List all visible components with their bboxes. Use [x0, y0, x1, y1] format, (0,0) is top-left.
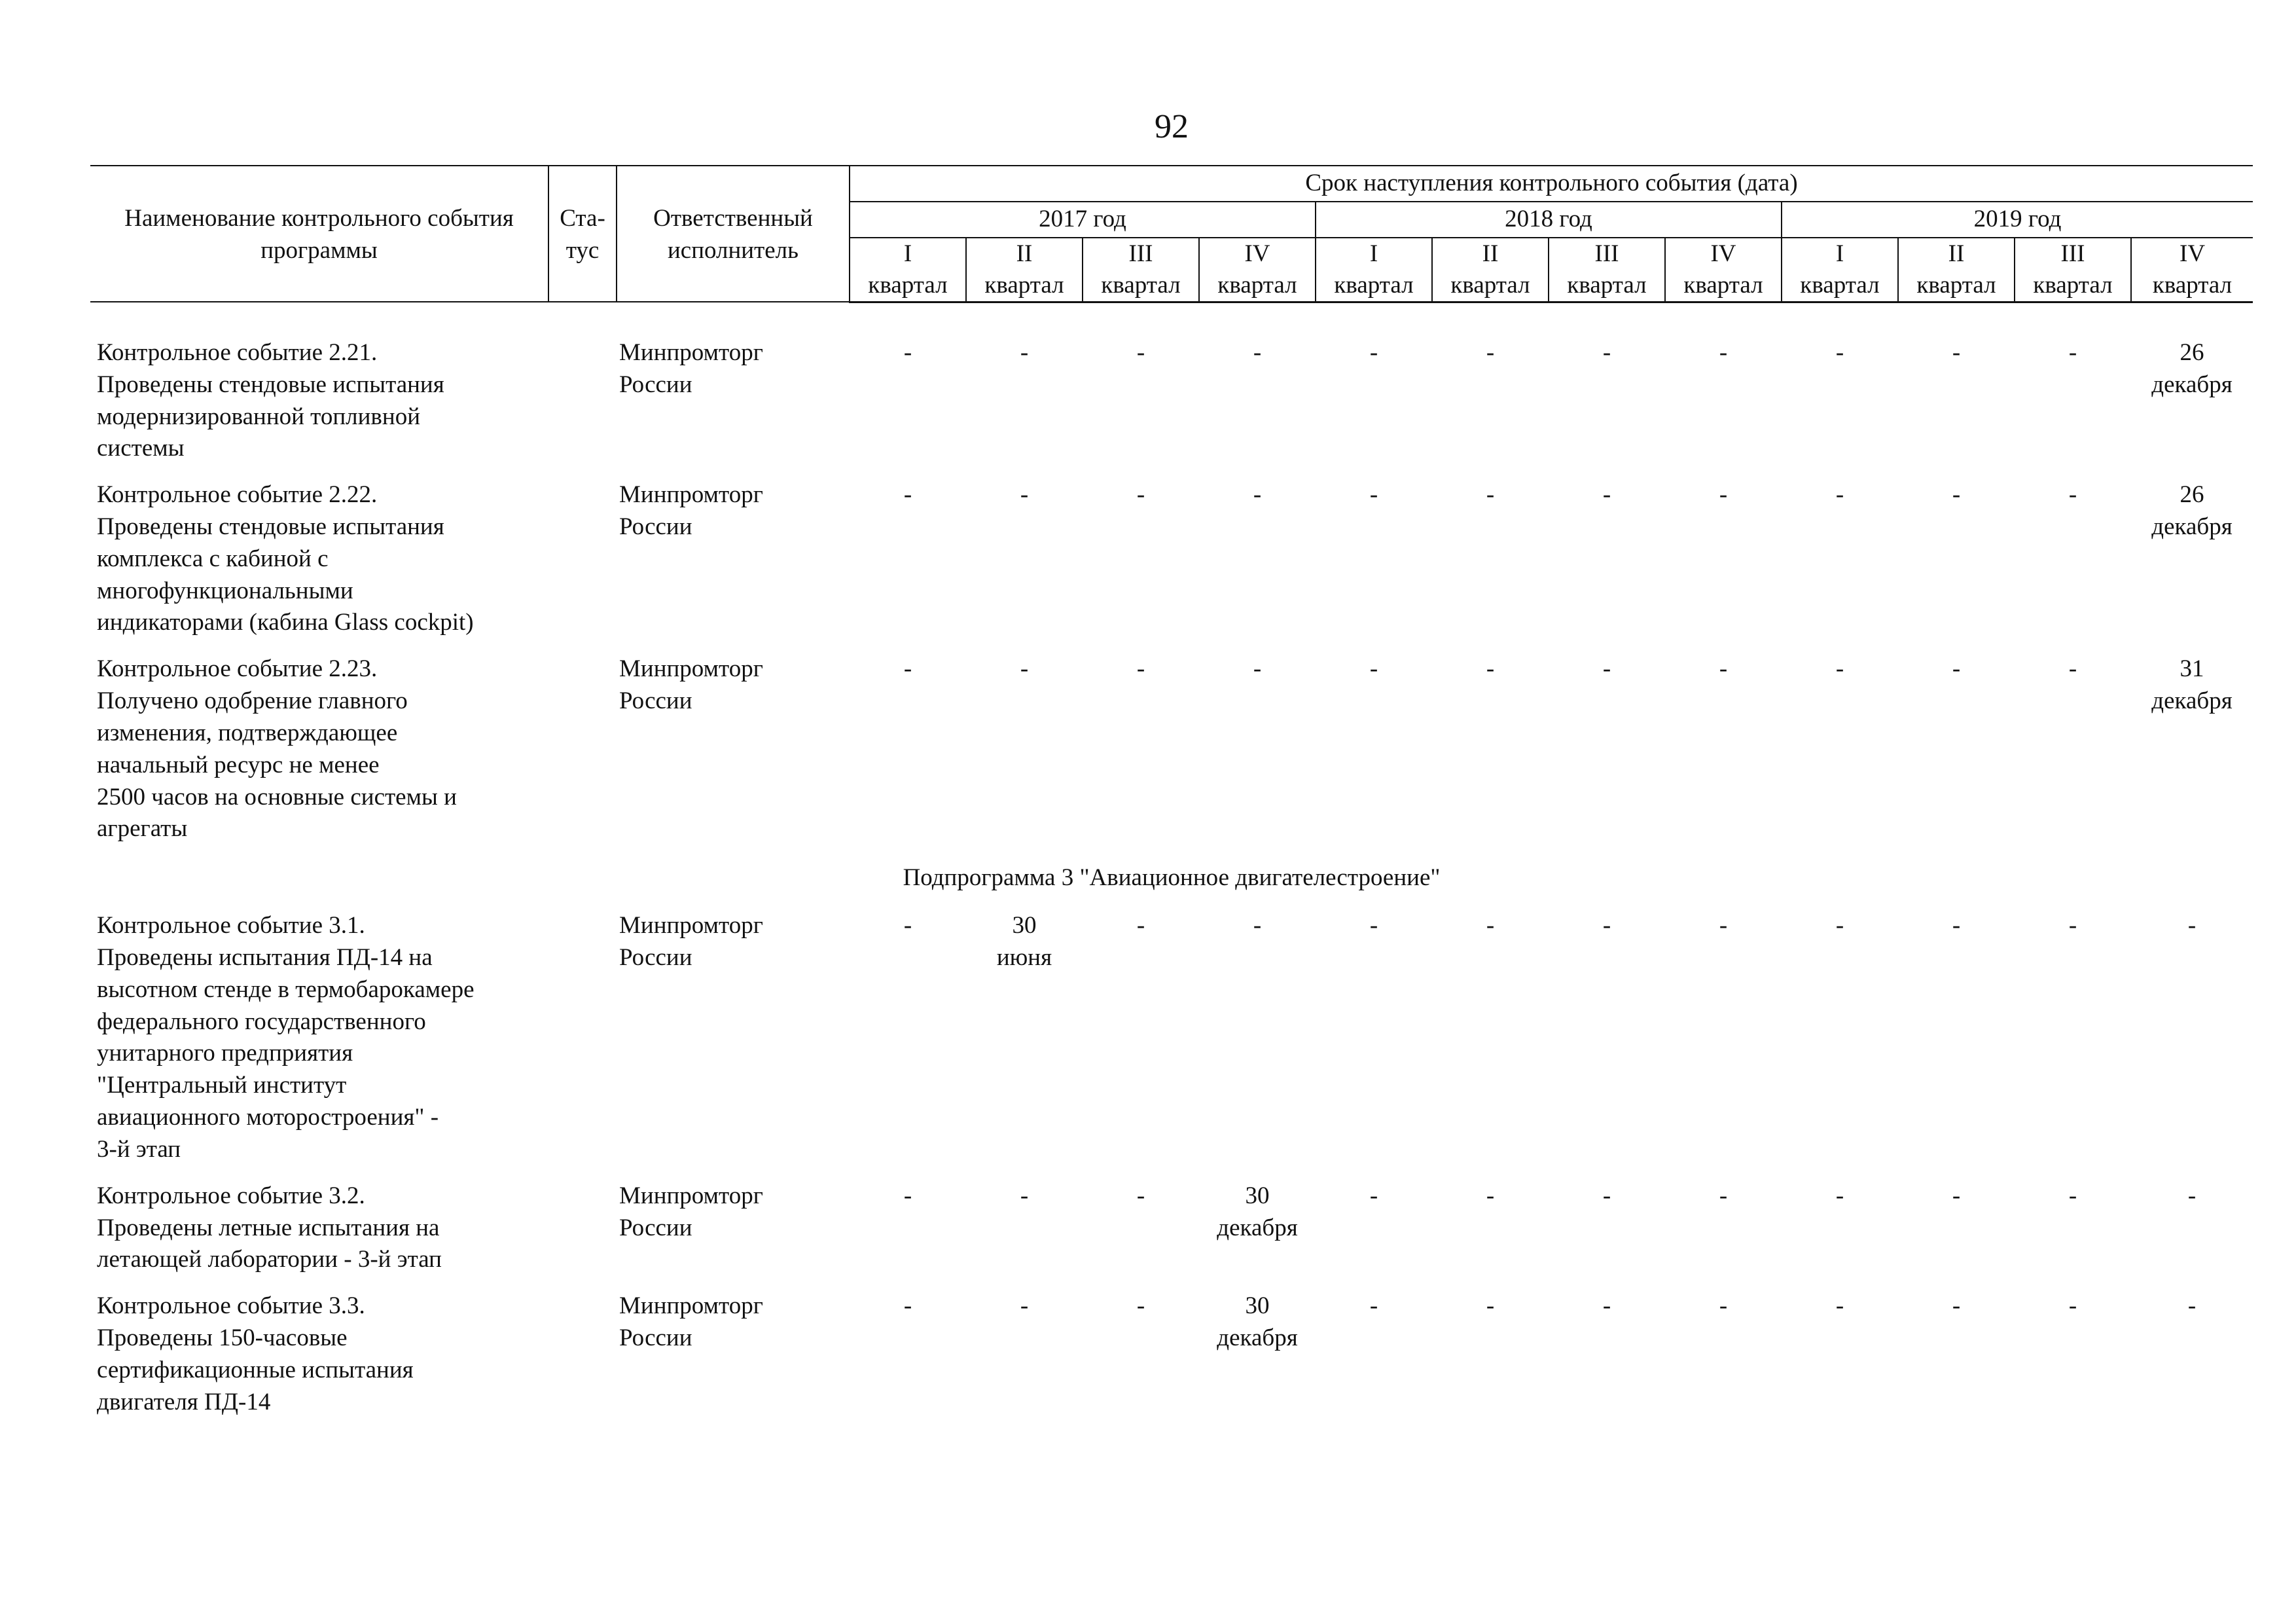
quarter-value: - [903, 655, 912, 683]
quarter-value: - [1253, 338, 1262, 366]
quarter-word: квартал [1334, 271, 1414, 299]
executor-line: России [619, 1214, 692, 1241]
quarter-value-cell [1316, 910, 1432, 1180]
table-row [90, 1180, 2253, 1290]
quarter-value: - [1369, 1182, 1378, 1209]
event-name-line: "Центральный институт [97, 1072, 347, 1099]
year-header-2019: 2019 год [1782, 202, 2253, 238]
quarter-value-cell [966, 337, 1083, 479]
quarter-value: декабря [2151, 513, 2233, 540]
quarter-value: - [903, 1292, 912, 1320]
quarter-value: - [1952, 912, 1961, 939]
event-name-line: Контрольное событие 3.3. [97, 1292, 365, 1320]
quarter-value: 30 [1245, 1292, 1270, 1320]
event-name-line: индикаторами (кабина Glass cockpit) [97, 609, 474, 636]
quarter-value-cell [966, 910, 1083, 1180]
event-name-line: Проведены стендовые испытания [97, 371, 444, 398]
quarter-value: - [2068, 481, 2077, 509]
table-row [90, 479, 2253, 653]
quarter-value: - [1602, 1182, 1611, 1209]
quarter-header [2131, 238, 2253, 302]
executor-line: России [619, 687, 692, 715]
quarter-value: - [1835, 1182, 1844, 1209]
quarter-value-cell [2015, 653, 2131, 860]
quarter-value: - [903, 1182, 912, 1209]
table-row [90, 910, 2253, 1180]
quarter-word: квартал [1217, 271, 1297, 299]
quarter-number: II [1016, 240, 1033, 267]
event-name-line: 2500 часов на основные системы и [97, 783, 457, 811]
quarter-value: - [1136, 338, 1145, 366]
event-name-line: федерального государственного [97, 1008, 426, 1035]
quarter-value-cell [1199, 479, 1316, 653]
event-name-line: 3-й этап [97, 1135, 181, 1163]
executor-cell [617, 479, 850, 653]
quarter-value: - [1369, 655, 1378, 683]
quarter-value: - [1486, 1182, 1495, 1209]
quarter-value-cell [1432, 910, 1549, 1180]
quarter-value: - [2187, 1182, 2197, 1209]
quarter-value-cell [966, 479, 1083, 653]
quarter-value-cell [2015, 910, 2131, 1180]
event-name-cell [90, 1180, 548, 1290]
quarter-word: квартал [984, 271, 1064, 299]
subprogram-row [90, 860, 2253, 910]
quarter-value-cell [2131, 1290, 2253, 1432]
quarter-value-cell [1549, 1290, 1665, 1432]
quarter-value-cell [1083, 479, 1199, 653]
quarter-value-cell [1782, 479, 1898, 653]
quarter-value: - [1486, 1292, 1495, 1320]
quarter-value-cell [850, 653, 966, 860]
quarter-value-cell [1199, 910, 1316, 1180]
quarter-value-cell [1083, 1290, 1199, 1432]
quarter-value-cell [1665, 479, 1782, 653]
quarter-value: - [2187, 1292, 2197, 1320]
event-name-line: Контрольное событие 2.22. [97, 481, 378, 509]
quarter-value: - [1020, 1292, 1029, 1320]
quarter-value-cell [1316, 653, 1432, 860]
executor-line: Минпромторг [619, 1292, 763, 1320]
quarter-word: квартал [1683, 271, 1763, 299]
quarter-value-cell [1549, 1180, 1665, 1290]
quarter-value: - [1952, 655, 1961, 683]
quarter-value: - [1369, 1292, 1378, 1320]
executor-line: России [619, 1324, 692, 1352]
quarter-word: квартал [2152, 271, 2233, 299]
event-name-cell [90, 337, 548, 479]
quarter-value: - [1486, 912, 1495, 939]
quarter-value: - [2187, 912, 2197, 939]
quarter-value-cell [1898, 910, 2015, 1180]
table-row [90, 337, 2253, 479]
event-name-line: изменения, подтверждающее [97, 719, 398, 746]
quarter-header [1898, 238, 2015, 302]
quarter-value: - [1602, 481, 1611, 509]
quarter-value-cell [1898, 337, 2015, 479]
column-header-executor-line: Ответственный [653, 205, 813, 232]
event-name-cell [90, 910, 548, 1180]
quarter-header [2015, 238, 2131, 302]
quarter-header [1083, 238, 1199, 302]
quarter-value: - [1719, 1292, 1728, 1320]
quarter-value-cell [1432, 653, 1549, 860]
event-name-cell [90, 1290, 548, 1432]
quarter-value: - [1136, 1292, 1145, 1320]
event-name-line: высотном стенде в термобарокамере [97, 976, 475, 1003]
event-name-line: летающей лаборатории - 3-й этап [97, 1246, 442, 1273]
quarter-value-cell [2015, 1290, 2131, 1432]
quarter-header [850, 238, 966, 302]
quarter-value: - [903, 912, 912, 939]
quarter-value-cell [1083, 337, 1199, 479]
quarter-value-cell [2015, 479, 2131, 653]
quarter-value: 26 [2179, 481, 2204, 509]
quarter-value-cell [1782, 1180, 1898, 1290]
quarter-value-cell [1199, 653, 1316, 860]
quarter-value: - [1486, 338, 1495, 366]
quarter-value-cell [1898, 479, 2015, 653]
quarter-value: - [1253, 912, 1262, 939]
quarter-value: - [2068, 655, 2077, 683]
event-name-cell [90, 479, 548, 653]
event-name-line: системы [97, 435, 185, 462]
quarter-header [1199, 238, 1316, 302]
executor-line: России [619, 943, 692, 971]
quarter-header [966, 238, 1083, 302]
quarter-number: II [1482, 240, 1499, 267]
quarter-value-cell [966, 1180, 1083, 1290]
quarter-value: - [1020, 655, 1029, 683]
quarter-value: - [1602, 1292, 1611, 1320]
executor-cell [617, 1290, 850, 1432]
quarter-value: - [1719, 912, 1728, 939]
status-cell [548, 1180, 617, 1290]
quarter-value-cell [1549, 910, 1665, 1180]
quarter-value-cell [1782, 337, 1898, 479]
event-name-line: сертификационные испытания [97, 1356, 414, 1383]
quarter-value: - [1486, 481, 1495, 509]
event-name-line: двигателя ПД-14 [97, 1388, 271, 1415]
quarter-value: - [2068, 1182, 2077, 1209]
table-row [90, 1290, 2253, 1432]
quarter-value: - [1136, 481, 1145, 509]
event-name-line: унитарного предприятия [97, 1040, 353, 1067]
quarter-value: декабря [1217, 1214, 1298, 1241]
year-header-2018: 2018 год [1316, 202, 1782, 238]
event-name-line: Проведены стендовые испытания [97, 513, 444, 540]
quarter-value-cell [1898, 653, 2015, 860]
quarter-value-cell [1665, 1180, 1782, 1290]
quarter-value: - [1136, 1182, 1145, 1209]
header-spacer [90, 302, 2253, 337]
executor-cell [617, 337, 850, 479]
quarter-value: - [1369, 338, 1378, 366]
quarter-value-cell [1316, 1290, 1432, 1432]
event-name-line: Получено одобрение главного [97, 687, 408, 715]
executor-line: Минпромторг [619, 1182, 763, 1209]
quarter-word: квартал [2033, 271, 2113, 299]
column-header-status-line: Ста- [560, 205, 605, 232]
quarter-value: - [1136, 655, 1145, 683]
quarter-value-cell [1782, 653, 1898, 860]
quarter-value-cell [1432, 337, 1549, 479]
quarter-number: IV [2179, 240, 2206, 267]
quarter-value: - [1602, 655, 1611, 683]
quarter-value: 31 [2179, 655, 2204, 683]
quarter-value: - [2068, 338, 2077, 366]
quarter-value-cell [1316, 479, 1432, 653]
quarter-value: 30 [1012, 912, 1037, 939]
quarter-header [1665, 238, 1782, 302]
quarter-value-cell [850, 1290, 966, 1432]
table-row [90, 653, 2253, 860]
quarter-header [1432, 238, 1549, 302]
quarter-number: III [1594, 240, 1619, 267]
quarter-value-cell [1549, 337, 1665, 479]
quarter-value: декабря [2151, 687, 2233, 715]
event-name-line: многофункциональными [97, 577, 353, 604]
quarter-word: квартал [1567, 271, 1647, 299]
quarter-value: - [2068, 1292, 2077, 1320]
event-name-line: авиационного моторостроения" - [97, 1104, 439, 1131]
column-header-event-name-text: Наименование контрольного события программы [124, 205, 514, 264]
quarter-value: - [1719, 481, 1728, 509]
quarter-number: II [1948, 240, 1965, 267]
quarter-word: квартал [1101, 271, 1181, 299]
event-name-line: Проведены испытания ПД-14 на [97, 943, 433, 971]
quarter-value: - [1952, 338, 1961, 366]
quarter-value-cell [1665, 1290, 1782, 1432]
quarter-header [1782, 238, 1898, 302]
quarter-value: - [1602, 338, 1611, 366]
quarter-value: - [1253, 481, 1262, 509]
status-cell [548, 1290, 617, 1432]
quarter-value-cell [1316, 337, 1432, 479]
quarter-value: - [1136, 912, 1145, 939]
quarter-word: квартал [868, 271, 948, 299]
quarter-value-cell [1083, 653, 1199, 860]
quarter-header [1316, 238, 1432, 302]
quarter-value: декабря [2151, 371, 2233, 398]
quarter-value: - [1835, 338, 1844, 366]
quarter-word: квартал [1800, 271, 1880, 299]
quarter-value: - [1719, 338, 1728, 366]
event-name-line: Контрольное событие 3.2. [97, 1182, 365, 1209]
column-header-deadline-group: Срок наступления контрольного события (дата) [850, 166, 2253, 202]
quarter-value: - [1952, 1182, 1961, 1209]
quarter-value: - [1835, 912, 1844, 939]
executor-cell [617, 1180, 850, 1290]
quarter-value-cell [1665, 337, 1782, 479]
quarter-value-cell [1549, 653, 1665, 860]
quarter-value-cell [2131, 479, 2253, 653]
year-header-2017: 2017 год [850, 202, 1316, 238]
executor-line: России [619, 371, 692, 398]
quarter-value-cell [1083, 1180, 1199, 1290]
quarter-value: - [1952, 481, 1961, 509]
quarter-value: - [1020, 338, 1029, 366]
quarter-value-cell [1199, 1290, 1316, 1432]
quarter-value-cell [1199, 1180, 1316, 1290]
column-header-status-line: тус [565, 236, 600, 264]
quarter-value-cell [850, 1180, 966, 1290]
quarter-value-cell [1898, 1290, 2015, 1432]
event-name-cell [90, 653, 548, 860]
event-name-line: Контрольное событие 2.21. [97, 338, 378, 366]
quarter-number: III [1128, 240, 1153, 267]
quarter-value: июня [996, 943, 1052, 971]
quarter-value: декабря [1217, 1324, 1298, 1352]
column-header-event-name [90, 166, 548, 302]
quarter-value-cell [1432, 1290, 1549, 1432]
quarter-value: - [1835, 481, 1844, 509]
event-name-line: Контрольное событие 3.1. [97, 912, 365, 939]
event-name-line: Проведены 150-часовые [97, 1324, 348, 1352]
quarter-value: - [1719, 655, 1728, 683]
quarter-value: 26 [2179, 338, 2204, 366]
quarter-value-cell [1665, 653, 1782, 860]
quarter-value: - [1835, 1292, 1844, 1320]
executor-line: Минпромторг [619, 655, 763, 683]
quarter-value-cell [1199, 337, 1316, 479]
quarter-value-cell [1898, 1180, 2015, 1290]
event-name-line: агрегаты [97, 815, 188, 843]
quarter-value: - [1952, 1292, 1961, 1320]
quarter-value: - [2068, 912, 2077, 939]
quarter-number: I [1369, 240, 1378, 267]
quarter-number: I [1835, 240, 1844, 267]
quarter-value-cell [850, 337, 966, 479]
quarter-value: - [903, 481, 912, 509]
quarter-value-cell [2131, 910, 2253, 1180]
quarter-value: - [1719, 1182, 1728, 1209]
executor-line: России [619, 513, 692, 540]
quarter-value: - [1835, 655, 1844, 683]
quarter-value: 30 [1245, 1182, 1270, 1209]
event-name-line: модернизированной топливной [97, 403, 420, 430]
quarter-value: - [903, 338, 912, 366]
quarter-value-cell [966, 653, 1083, 860]
quarter-value: - [1602, 912, 1611, 939]
column-header-executor [617, 166, 850, 302]
quarter-value-cell [2015, 1180, 2131, 1290]
event-name-line: Проведены летные испытания на [97, 1214, 440, 1241]
quarter-value-cell [2015, 337, 2131, 479]
quarter-value-cell [1665, 910, 1782, 1180]
quarter-number: IV [1710, 240, 1736, 267]
quarter-value-cell [1432, 1180, 1549, 1290]
quarter-value-cell [850, 910, 966, 1180]
quarter-number: I [903, 240, 912, 267]
quarter-value-cell [1316, 1180, 1432, 1290]
quarter-value-cell [850, 479, 966, 653]
status-cell [548, 337, 617, 479]
quarter-value-cell [2131, 1180, 2253, 1290]
quarter-header [1549, 238, 1665, 302]
control-events-table [90, 165, 2253, 1433]
quarter-value-cell [1432, 479, 1549, 653]
executor-line: Минпромторг [619, 481, 763, 509]
page-number: 92 [1155, 108, 1189, 145]
quarter-value: - [1020, 1182, 1029, 1209]
executor-cell [617, 653, 850, 860]
quarter-number: III [2060, 240, 2085, 267]
quarter-value-cell [1782, 1290, 1898, 1432]
quarter-value-cell [2131, 337, 2253, 479]
status-cell [548, 910, 617, 1180]
quarter-value: - [1369, 481, 1378, 509]
quarter-value: - [1020, 481, 1029, 509]
column-header-status [548, 166, 617, 302]
quarter-value: - [1369, 912, 1378, 939]
quarter-value-cell [966, 1290, 1083, 1432]
quarter-value-cell [1083, 910, 1199, 1180]
quarter-value-cell [1782, 910, 1898, 1180]
column-header-executor-line: исполнитель [667, 236, 799, 264]
quarter-number: IV [1244, 240, 1270, 267]
event-name-line: комплекса с кабиной с [97, 545, 329, 572]
quarter-word: квартал [1450, 271, 1530, 299]
event-name-line: начальный ресурс не менее [97, 751, 380, 778]
quarter-value-cell [2131, 653, 2253, 860]
quarter-word: квартал [1916, 271, 1996, 299]
quarter-value-cell [1549, 479, 1665, 653]
event-name-line: Контрольное событие 2.23. [97, 655, 378, 683]
quarter-value: - [1486, 655, 1495, 683]
executor-cell [617, 910, 850, 1180]
executor-line: Минпромторг [619, 338, 763, 366]
quarter-value: - [1253, 655, 1262, 683]
status-cell [548, 653, 617, 860]
status-cell [548, 479, 617, 653]
subprogram-title: Подпрограмма 3 "Авиационное двигателестроение" [903, 864, 1441, 892]
executor-line: Минпромторг [619, 912, 763, 939]
